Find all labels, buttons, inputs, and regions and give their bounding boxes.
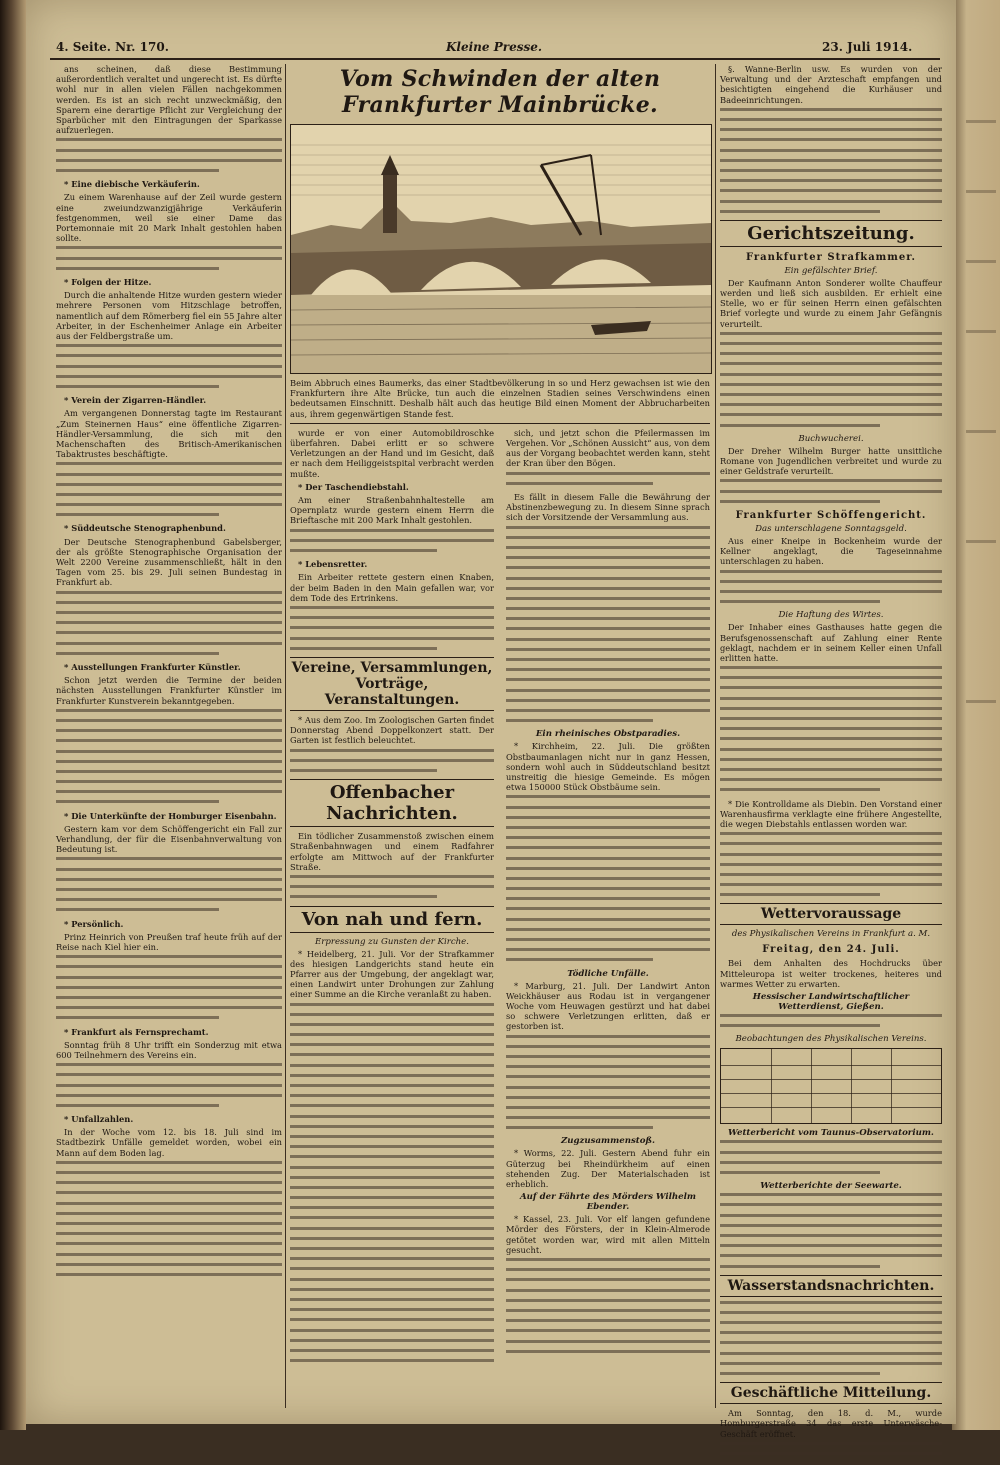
masthead [26, 40, 956, 56]
weather-observation-table [720, 1048, 942, 1124]
section-geschaeftliche-mitteilung: Geschäftliche Mitteilung. [720, 1382, 942, 1404]
book-spine [0, 0, 26, 1430]
article-heading: * Unfallzahlen. [64, 1114, 134, 1125]
article-heading: * Die Unterkünfte der Homburger Eisenbahn. [64, 810, 277, 821]
article-wetter: Bei dem Anhalten des Hochdrucks über Mitteleuropa ist weiter trockenes, heiteres und warmes Wetter zu erwarten. [720, 958, 942, 989]
article-bahn: Gestern kam vor dem Schöffengericht ein Fall zur Verhandlung, der für die Eisenbahnverwaltung von Bedeutung ist. [56, 823, 282, 855]
article-fernsprech: Sonntag früh 8 Uhr trifft ein Sonderzug mit etwa 600 Teilnehmern des Vereins ein. [56, 1039, 282, 1060]
subheading-brief: Ein gefälschter Brief. [784, 265, 878, 276]
column-3 [720, 64, 942, 1439]
article-obstparadies: * Kirchheim, 22. Juli. Die größten Obstbaumanlagen nicht nur in ganz Hessen, sondern wohl auch in Süddeutschland besitzt unstreitig die hiesige Gemeinde. Es mögen etwa 150000 Stück Obstbäume sein. [506, 741, 710, 793]
article-verkaeuferin: Zu einem Warenhause auf der Zeil wurde gestern eine zweiundzwanzigjährige Verkäuferin festgenommen, weil sie einer Dame das Portemonnaie mit 20 Mark Inhalt gestohlen haben sollte. [56, 192, 282, 244]
article-brief: Der Kaufmann Anton Sonderer wollte Chauffeur werden und ließ sich ausbilden. Er erhielt eine Stelle, wo er für seinen Herrn einen gefälschten Brief vorlegte und wurde zu einem Jahr Gefängnis verurteilt. [720, 277, 942, 329]
subcolumn-left [290, 428, 494, 1369]
article-unfall: In der Woche vom 12. bis 18. Juli sind im Stadtbezirk Unfälle gemeldet worden, wobei ein Mann auf dem Boden lag. [56, 1127, 282, 1158]
article-offenbach: Ein tödlicher Zusammenstoß zwischen einem Straßenbahnwagen und einem Radfahrer erfolgte am Mittwoch auf der Frankfurter Straße. [290, 831, 494, 872]
article-zigarren: Am vergangenen Donnerstag tagte im Restaurant „Zum Steinernen Haus“ eine öffentliche Zigarren-Händler-Versammlung, die sich mit den Machenschaften des Britisch-Amerikanischen Tabaktrustes beschäftigte. [56, 408, 282, 460]
article-zugzusammenstoss: * Worms, 22. Juli. Gestern Abend fuhr ein Güterzug bei Rheindürkheim auf einen stehenden Zug. Der Materialschaden ist erheblich. [506, 1148, 710, 1190]
article-stenographen: Der Deutsche Stenographenbund Gabelsberger, der als größte Stenographische Organisation der Welt 2200 Vereine zusammenschließt, hält in den Tagen vom 25. bis 29. Juli seinen Bundestag in Frankfurt ab. [56, 536, 282, 588]
subheading-haftung: Die Haftung des Wirtes. [778, 610, 884, 621]
article-heading: * Verein der Zigarren-Händler. [64, 395, 207, 406]
article-heading: * Ausstellungen Frankfurter Künstler. [64, 661, 241, 672]
article-buchwucher: Der Dreher Wilhelm Burger hatte unsittliche Romane von Jugendlichen verbreitet und wurde zu einer Geldstrafe verurteilt. [720, 445, 942, 477]
article-geschaeftlich: Am Sonntag, den 18. d. M., wurde Homburgerstraße 34 das erste Unterwäsche-Geschäft eröffnet. [720, 1408, 942, 1439]
article-faehrte: * Kassel, 23. Juli. Vor elf langen gefundene Mörder des Försters, der in Klein-Almerode getötet worden war, wird mit allen Mitteln gesucht. [506, 1214, 710, 1255]
section-nah-fern: Von nah und fern. [290, 906, 494, 933]
article-abstinenz: Es fällt in diesem Falle die Bewährung der Abstinenzbewegung zu. In diesem Sinne sprach sich der Vorsitzende der Versammlung aus. [506, 492, 710, 523]
article-bad-nauheim: §. Wanne-Berlin usw. Es wurden von der Verwaltung und der Arzteschaft empfangen und besichtigten eingehend die Kurhäuser und Badeeinrichtungen. [720, 64, 942, 105]
article-heading: * Folgen der Hitze. [64, 276, 152, 287]
article-bruecke-fortsetzung: sich, und jetzt schon die Pfeilermassen im Vergehen. Vor „Schönen Aussicht“ aus, von dem aus der Vorgang beobachtet werden kann, steht der Kran über den Bögen. [506, 427, 710, 469]
article-hitze: Durch die anhaltende Hitze wurden gestern wieder mehrere Personen vom Hitzschlage betroffen, namentlich auf dem Römerberg fiel ein 55 Jahre alter Arbeiter, in der Eschenheimer Anlage ein Arbeiter aus der Feldbergstraße um. [56, 290, 282, 341]
section-wettervoraussage: Wettervoraussage [720, 903, 942, 925]
article-retter: Ein Arbeiter rettete gestern einen Knaben, der beim Baden in den Main gefallen war, vor dem Tode des Ertrinkens. [290, 572, 494, 603]
illustration-caption: Beim Abbruch eines Baumerks, das einer Stadtbevölkerung in so und Herz gewachsen ist wie den Frankfurtern ihre Alte Brücke, tun auch die einzelnen Stadien seines Verschwindens einen bedeutsamen Einschnitt. Deshalb hält auch das heutige Bild einen Moment der Abbrucharbeiten aus, ihrem gegenwärtigen Stande fest. [290, 378, 710, 419]
article-automobil: wurde er von einer Automobildroschke überfahren. Dabei erlitt er so schwere Verletzungen an der Hand und im Gesicht, daß er nach dem Heiliggeistspital verbracht werden mußte. [290, 427, 494, 479]
heading-landwirtschaft-wetterdienst: Hessischer Landwirtschaftlicher Wetterdienst, Gießen. [752, 992, 910, 1013]
subheading-physikalischer-verein: des Physikalischen Vereins in Frankfurt a. M. [731, 929, 931, 940]
article-kuenstler: Schon jetzt werden die Termine der beiden nächsten Ausstellungen Frankfurter Künstler im Frankfurter Kunstverein bekanntgegeben. [56, 675, 282, 706]
article-erpressung: * Heidelberg, 21. Juli. Vor der Strafkammer des hiesigen Landgerichts stand heute ein Pfarrer aus der Umgebung, der angeklagt war, einen Landwirt unter Drohungen zur Zahlung einer Summe an die Kirche veranlaßt zu haben. [290, 948, 494, 1000]
paper-name: Kleine Presse. [446, 40, 543, 54]
section-gerichtszeitung: Gerichtszeitung. [720, 220, 942, 247]
column-1 [56, 64, 282, 1408]
article-taschen: Am einer Straßenbahnhaltestelle am Opernplatz wurde gestern einem Herrn die Brieftasche mit 200 Mark Inhalt gestohlen. [290, 495, 494, 526]
subheading-sonntagsgeld: Das unterschlagene Sonntagsgeld. [755, 523, 907, 534]
section-wasserstand: Wasserstandsnachrichten. [720, 1275, 942, 1297]
article-heading: * Persönlich. [64, 918, 124, 929]
page-number: 4. Seite. Nr. 170. [56, 40, 169, 54]
article-haftung: Der Inhaber eines Gasthauses hatte gegen die Berufsgenossenschaft auf Zahlung einer Rente geklagt, nachdem er in seinem Keller einen Unfall erlitten hatte. [720, 622, 942, 663]
article-unfaelle: * Marburg, 21. Juli. Der Landwirt Anton Weickhäuser aus Rodau ist in vergangener Woche vom Heuwagen gestürzt und hat dabei so schwere Verletzungen erlitten, daß er gestorben ist. [506, 980, 710, 1032]
article-kontrolldame: * Die Kontrolldame als Diebin. Den Vorstand einer Warenhausfirma verklagte eine frühere Angestellte, die wegen Diebstahls entlassen worden war. [720, 798, 942, 829]
heading-taunus-observatorium: Wetterbericht vom Taunus-Observatorium. [728, 1128, 934, 1139]
article-heading: * Frankfurt als Fernsprechamt. [64, 1026, 209, 1037]
article-vereine: * Aus dem Zoo. Im Zoologischen Garten findet Donnerstag Abend Doppelkonzert statt. Der Garten ist festlich beleuchtet. [290, 714, 494, 746]
feature-title: Vom Schwinden der alten Frankfurter Mainbrücke. [339, 66, 661, 118]
heading-beobachtungen: Beobachtungen des Physikalischen Vereins. [735, 1034, 927, 1045]
heading-obstparadies: Ein rheinisches Obstparadies. [535, 729, 681, 740]
masthead-rule [50, 58, 940, 60]
column-2 [290, 64, 710, 1408]
heading-zugzusammenstoss: Zugzusammenstoß. [560, 1136, 656, 1147]
article-heading: * Der Taschendiebstahl. [298, 481, 409, 492]
heading-schoeffengericht: Frankfurter Schöffengericht. [735, 509, 927, 521]
heading-strafkammer: Frankfurter Strafkammer. [745, 251, 917, 263]
column-rule-1 [285, 64, 286, 1408]
newspaper-page [26, 0, 956, 1439]
article-heading: * Eine diebische Verkäuferin. [64, 179, 200, 190]
heading-faehrte: Auf der Fährte des Mörders Wilhelm Ebender. [519, 1192, 697, 1213]
column-rule-2 [715, 64, 716, 1408]
subcolumn-right [506, 428, 710, 1360]
heading-unfaelle: Tödliche Unfälle. [567, 968, 649, 979]
mainbruecke-illustration [290, 124, 712, 374]
issue-date: 23. Juli 1914. [822, 40, 913, 54]
heading-seewarte: Wetterberichte der Seewarte. [760, 1181, 902, 1192]
subheading-buchwucher: Buchwucherei. [798, 433, 864, 444]
section-offenbach: Offenbacher Nachrichten. [290, 779, 494, 827]
article-sparkasse: ans scheinen, daß diese Bestimmung außerordentlich veraltet und ungerecht ist. Es dürfte wohl nur in allen vielen Fällen nachgekommen werden. Es ist an sich recht unzweckmäßig, den Sparern eine derartige Pflicht zur Vergleichung der Sparbücher mit den Eintragungen der Sparkasse aufzuerlegen. [56, 64, 282, 136]
article-sonntagsgeld: Aus einer Kneipe in Bockenheim wurde der Kellner angeklagt, die Tageseinnahme unterschlagen zu haben. [720, 535, 942, 567]
next-page-edge [952, 0, 1000, 1430]
article-person: Prinz Heinrich von Preußen traf heute früh auf der Reise nach Kiel hier ein. [56, 931, 282, 953]
forecast-date: Freitag, den 24. Juli. [762, 944, 900, 956]
article-heading: * Lebensretter. [298, 559, 368, 570]
article-heading: * Süddeutsche Stenographenbund. [64, 523, 226, 534]
section-vereine: Vereine, Versammlungen, Vorträge, Veranstaltungen. [290, 657, 494, 711]
heading-erpressung: Erpressung zu Gunsten der Kirche. [314, 936, 469, 947]
